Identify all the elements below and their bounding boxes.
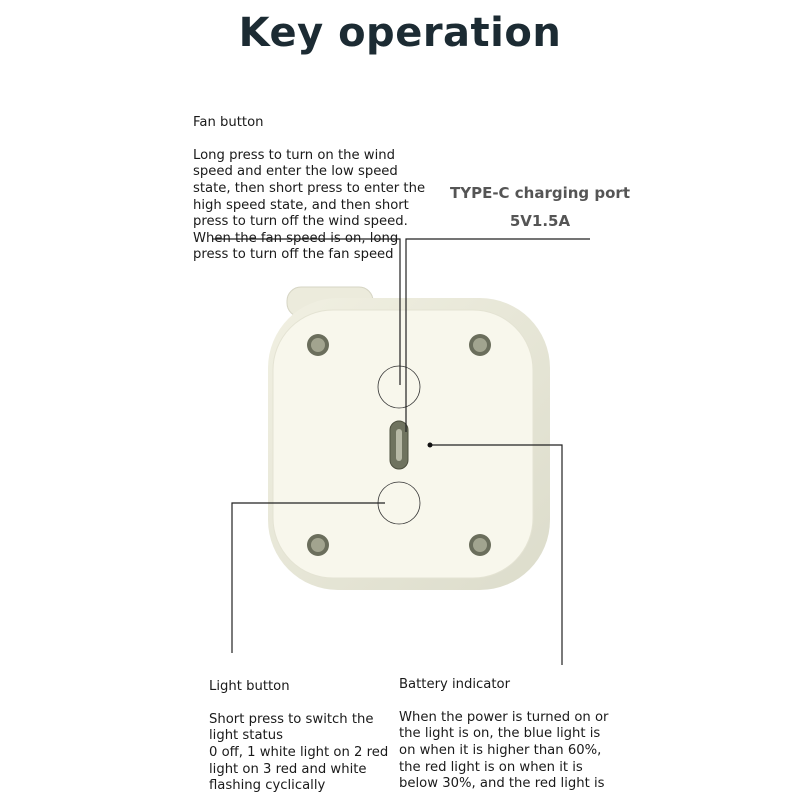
screw-icon bbox=[307, 334, 329, 356]
light-button-label: Light button bbox=[209, 678, 290, 694]
screw-icon bbox=[307, 534, 329, 556]
charging-port-label: TYPE-C charging port bbox=[449, 184, 630, 202]
device bbox=[268, 287, 550, 590]
page-title: Key operation bbox=[238, 10, 562, 56]
light-button-description: Short press to switch the light status 0 off, 1 white light on 2 red light on 3 red and white flashing cyclically bbox=[209, 711, 389, 794]
light-button-callout bbox=[209, 662, 388, 811]
fan-button-label: Fan button bbox=[193, 114, 264, 130]
fan-button-description: Long press to turn on the wind speed and enter the low speed state, then short press to enter the high speed state, and then short press to turn off the wind speed. When the fan speed is on, long press to turn off the fan speed bbox=[193, 147, 426, 263]
screw-icon bbox=[469, 534, 491, 556]
charging-port-spec: 5V1.5A bbox=[509, 212, 571, 230]
battery-indicator-dot bbox=[428, 443, 433, 448]
battery-indicator-description: When the power is turned on or the light is on, the blue light is on when it is higher than 60%, the red light is on when it is below 30%, and the red light is bbox=[399, 709, 609, 792]
screw-icon bbox=[469, 334, 491, 356]
battery-indicator-callout bbox=[399, 660, 608, 809]
battery-indicator-label: Battery indicator bbox=[399, 676, 511, 692]
usb-c-port-slot bbox=[396, 429, 402, 461]
fan-button-callout bbox=[193, 98, 425, 281]
charging-port-callout bbox=[430, 184, 650, 230]
